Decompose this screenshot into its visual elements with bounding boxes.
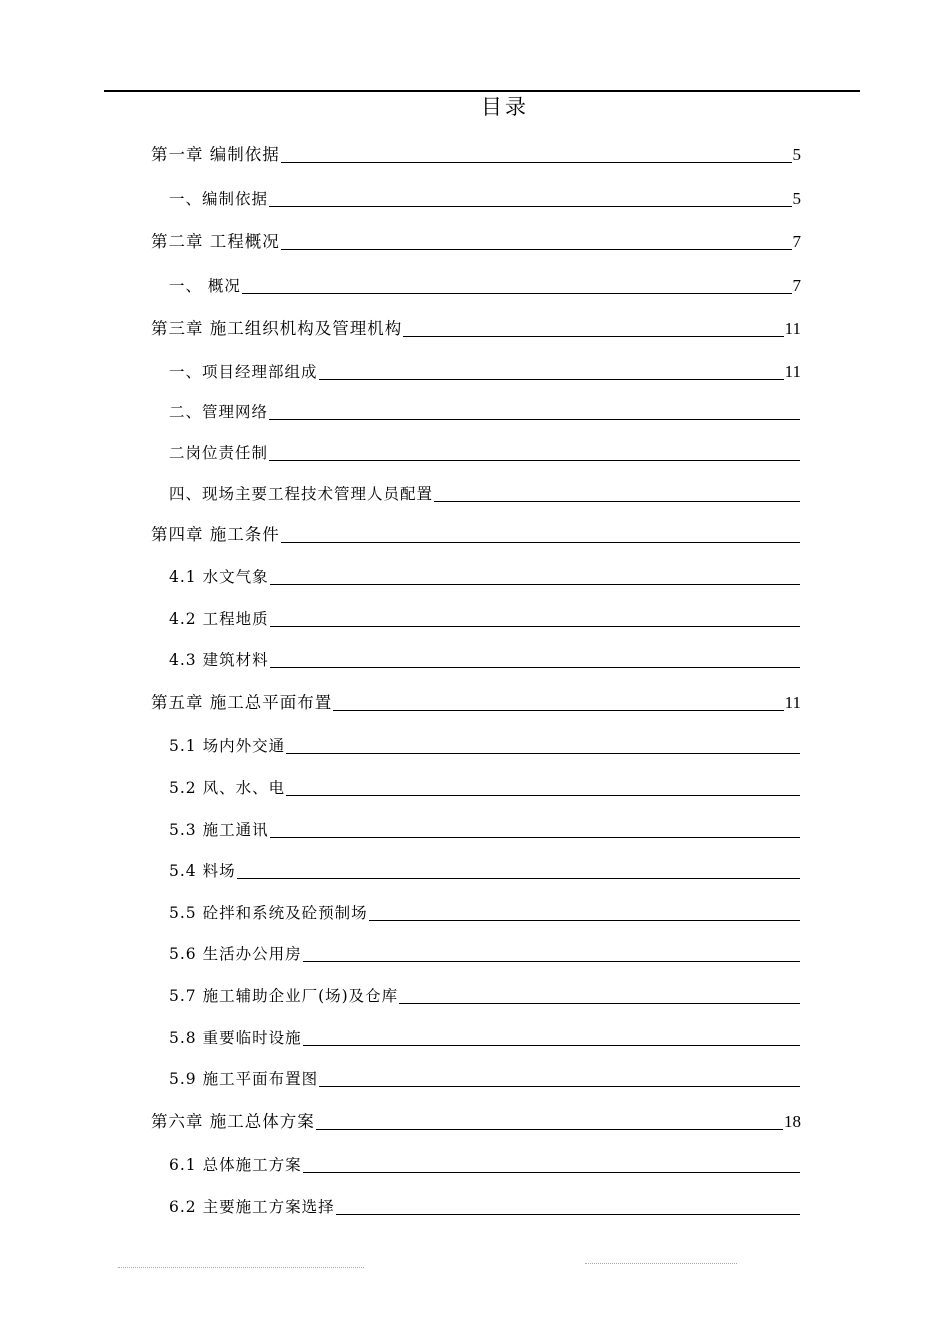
toc-leader-line	[369, 920, 800, 921]
toc-entry-label: 4.1 水文气象	[169, 568, 269, 586]
toc-entry-label: 一、项目经理部组成	[169, 363, 318, 381]
toc-leader-line	[281, 542, 800, 543]
toc-entry-label: 一、编制依据	[169, 190, 269, 208]
toc-leader-line	[303, 1172, 800, 1173]
toc-section-entry[interactable]	[169, 647, 801, 671]
toc-leader-line	[403, 336, 783, 337]
toc-leader-line	[269, 419, 800, 420]
footer-divider-left	[118, 1267, 364, 1268]
toc-page-number: 11	[784, 693, 801, 712]
toc-entry-label: 第一章 编制依据	[151, 145, 280, 164]
toc-page-number: 5	[792, 145, 801, 164]
toc-entry-label: 5.5 砼拌和系统及砼预制场	[169, 904, 368, 922]
toc-section-entry[interactable]	[169, 186, 801, 210]
toc-section-entry[interactable]	[169, 440, 801, 464]
toc-chapter-entry[interactable]	[151, 229, 801, 253]
toc-leader-line	[316, 1129, 783, 1130]
toc-entry-label: 6.1 总体施工方案	[169, 1156, 302, 1174]
toc-section-entry[interactable]	[169, 1025, 801, 1049]
toc-entry-label: 第六章 施工总体方案	[151, 1112, 315, 1131]
toc-leader-line	[270, 667, 800, 668]
toc-section-entry[interactable]	[169, 481, 801, 505]
toc-leader-line	[281, 249, 792, 250]
toc-entry-label: 一、 概况	[169, 277, 241, 295]
toc-section-entry[interactable]	[169, 941, 801, 965]
toc-entry-label: 4.2 工程地质	[169, 610, 269, 628]
toc-section-entry[interactable]	[169, 775, 801, 799]
toc-title: 目录	[481, 95, 529, 119]
toc-chapter-entry[interactable]	[151, 316, 801, 340]
toc-chapter-entry[interactable]	[151, 142, 801, 166]
toc-leader-line	[303, 1045, 800, 1046]
toc-entry-label: 5.9 施工平面布置图	[169, 1070, 319, 1088]
toc-section-entry[interactable]	[169, 359, 801, 383]
toc-entry-label: 5.2 风、水、电	[169, 779, 286, 797]
toc-page-number: 7	[792, 276, 801, 295]
toc-section-entry[interactable]	[169, 858, 801, 882]
toc-page-number: 11	[784, 362, 801, 381]
toc-chapter-entry[interactable]	[151, 690, 801, 714]
footer-divider-right	[585, 1263, 737, 1264]
toc-leader-line	[319, 1086, 800, 1087]
toc-entry-label: 第三章 施工组织机构及管理机构	[151, 319, 403, 338]
toc-leader-line	[281, 162, 792, 163]
toc-entry-label: 5.6 生活办公用房	[169, 945, 302, 963]
toc-page-number: 5	[792, 189, 801, 208]
toc-entry-label: 5.4 料场	[169, 862, 236, 880]
toc-page-number: 18	[784, 1112, 801, 1131]
toc-section-entry[interactable]	[169, 983, 801, 1007]
toc-section-entry[interactable]	[169, 900, 801, 924]
toc-entry-label: 6.2 主要施工方案选择	[169, 1198, 335, 1216]
toc-section-entry[interactable]	[169, 1152, 801, 1176]
toc-leader-line	[399, 1003, 800, 1004]
toc-leader-line	[270, 626, 800, 627]
toc-section-entry[interactable]	[169, 1194, 801, 1218]
toc-entry-label: 二、管理网络	[169, 403, 269, 421]
toc-section-entry[interactable]	[169, 273, 801, 297]
toc-section-entry[interactable]	[169, 817, 801, 841]
toc-leader-line	[319, 379, 784, 380]
toc-entry-label: 第四章 施工条件	[151, 525, 280, 544]
toc-entry-label: 第二章 工程概况	[151, 232, 280, 251]
toc-section-entry[interactable]	[169, 399, 801, 423]
toc-leader-line	[286, 753, 800, 754]
toc-entry-label: 5.7 施工辅助企业厂(场)及仓库	[169, 987, 399, 1005]
toc-leader-line	[270, 584, 800, 585]
toc-section-entry[interactable]	[169, 733, 801, 757]
toc-entry-label: 5.1 场内外交通	[169, 737, 286, 755]
toc-page-number: 11	[784, 319, 801, 338]
toc-leader-line	[333, 710, 783, 711]
toc-entry-label: 5.8 重要临时设施	[169, 1029, 302, 1047]
toc-leader-line	[242, 293, 792, 294]
toc-leader-line	[336, 1214, 800, 1215]
toc-section-entry[interactable]	[169, 606, 801, 630]
toc-entry-label: 5.3 施工通讯	[169, 821, 269, 839]
toc-page-number: 7	[792, 232, 801, 251]
toc-leader-line	[237, 878, 800, 879]
toc-leader-line	[269, 460, 800, 461]
toc-leader-line	[303, 961, 800, 962]
toc-leader-line	[269, 206, 791, 207]
toc-leader-line	[434, 501, 800, 502]
toc-section-entry[interactable]	[169, 1066, 801, 1090]
toc-chapter-entry[interactable]	[151, 522, 801, 546]
toc-leader-line	[270, 837, 800, 838]
toc-entry-label: 第五章 施工总平面布置	[151, 693, 333, 712]
toc-entry-label: 四、现场主要工程技术管理人员配置	[169, 485, 434, 503]
toc-entry-label: 二岗位责任制	[169, 444, 269, 462]
toc-leader-line	[286, 795, 800, 796]
toc-chapter-entry[interactable]	[151, 1109, 801, 1133]
toc-section-entry[interactable]	[169, 564, 801, 588]
toc-entry-label: 4.3 建筑材料	[169, 651, 269, 669]
